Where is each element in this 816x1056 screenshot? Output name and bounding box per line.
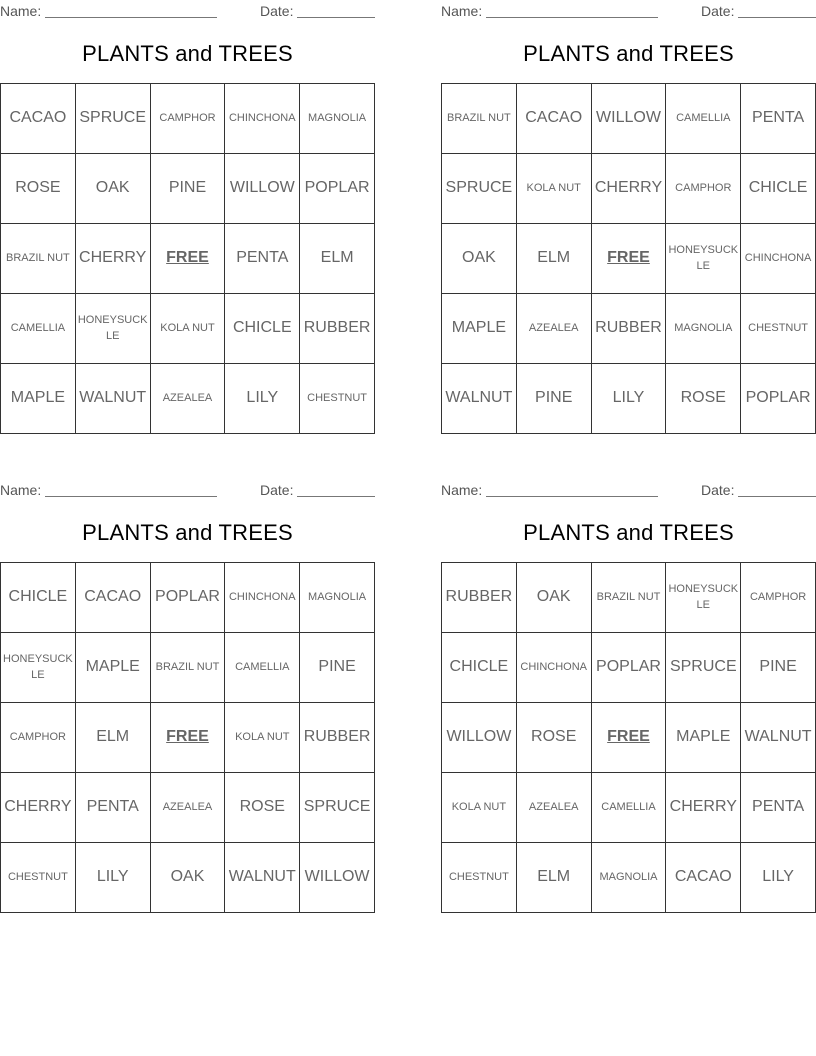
bingo-cell: MAGNOLIA — [300, 563, 375, 633]
bingo-cell: ROSE — [225, 773, 300, 843]
free-space-cell: FREE — [592, 703, 667, 773]
bingo-cell: MAGNOLIA — [300, 84, 375, 154]
bingo-cell: HONEYSUCKLE — [76, 294, 151, 364]
bingo-cell: KOLA NUT — [517, 154, 592, 224]
bingo-card — [441, 479, 816, 914]
bingo-cell: CACAO — [517, 84, 592, 154]
bingo-cell: CAMELLIA — [592, 773, 667, 843]
name-label: Name: — [0, 482, 42, 498]
bingo-cell: WILLOW — [442, 703, 517, 773]
bingo-cell: ROSE — [1, 154, 76, 224]
bingo-cell: CAMELLIA — [1, 294, 76, 364]
bingo-grid — [441, 83, 816, 434]
bingo-cell: CHICLE — [741, 154, 816, 224]
bingo-card — [441, 0, 816, 435]
bingo-cell: PENTA — [76, 773, 151, 843]
bingo-cell: WILLOW — [300, 843, 375, 913]
bingo-cell: LILY — [741, 843, 816, 913]
bingo-cell: CAMPHOR — [666, 154, 741, 224]
free-space-cell: FREE — [592, 224, 667, 294]
name-field-line — [486, 496, 658, 497]
bingo-cell: MAGNOLIA — [666, 294, 741, 364]
bingo-cell: POPLAR — [741, 364, 816, 434]
card-title: PLANTS and TREES — [82, 41, 293, 66]
bingo-cell: SPRUCE — [300, 773, 375, 843]
bingo-cell: AZEALEA — [517, 773, 592, 843]
name-label: Name: — [441, 482, 483, 498]
date-field-line — [738, 17, 816, 18]
bingo-cell: KOLA NUT — [225, 703, 300, 773]
bingo-cell: MAPLE — [1, 364, 76, 434]
bingo-grid — [441, 562, 816, 913]
bingo-cell: POPLAR — [300, 154, 375, 224]
bingo-cell: ELM — [300, 224, 375, 294]
bingo-cell: CHINCHONA — [741, 224, 816, 294]
bingo-cell: MAPLE — [442, 294, 517, 364]
date-label: Date: — [701, 482, 735, 498]
free-space-cell: FREE — [151, 703, 226, 773]
bingo-cell: PENTA — [225, 224, 300, 294]
bingo-cell: PENTA — [741, 84, 816, 154]
bingo-cell: AZEALEA — [151, 773, 226, 843]
bingo-cell: OAK — [517, 563, 592, 633]
bingo-cell: OAK — [442, 224, 517, 294]
bingo-card — [0, 479, 375, 914]
bingo-cell: OAK — [76, 154, 151, 224]
card-header — [0, 479, 375, 499]
bingo-cell: HONEYSUCKLE — [666, 563, 741, 633]
bingo-cell: HONEYSUCKLE — [1, 633, 76, 703]
bingo-cell: CHERRY — [76, 224, 151, 294]
bingo-cell: PENTA — [741, 773, 816, 843]
bingo-cell: CHESTNUT — [300, 364, 375, 434]
bingo-cell: WALNUT — [442, 364, 517, 434]
date-label: Date: — [701, 3, 735, 19]
card-title: PLANTS and TREES — [82, 520, 293, 545]
bingo-cell: AZEALEA — [151, 364, 226, 434]
bingo-cell: ELM — [76, 703, 151, 773]
bingo-cell: HONEYSUCKLE — [666, 224, 741, 294]
bingo-cell: ELM — [517, 843, 592, 913]
bingo-cell: CACAO — [76, 563, 151, 633]
bingo-cell: CHINCHONA — [517, 633, 592, 703]
card-header — [441, 479, 816, 499]
bingo-cell: CHERRY — [592, 154, 667, 224]
bingo-cell: WALNUT — [741, 703, 816, 773]
date-label: Date: — [260, 482, 294, 498]
bingo-cell: CHERRY — [666, 773, 741, 843]
bingo-cell: PINE — [517, 364, 592, 434]
bingo-cell: CAMPHOR — [151, 84, 226, 154]
bingo-cell: CAMPHOR — [1, 703, 76, 773]
bingo-cell: CHINCHONA — [225, 563, 300, 633]
date-field-line — [297, 17, 375, 18]
name-field-line — [486, 17, 658, 18]
bingo-cell: CHERRY — [1, 773, 76, 843]
bingo-grid — [0, 562, 375, 913]
bingo-cell: CACAO — [666, 843, 741, 913]
name-label: Name: — [0, 3, 42, 19]
bingo-cell: CHESTNUT — [741, 294, 816, 364]
name-field-line — [45, 496, 217, 497]
bingo-cell: SPRUCE — [76, 84, 151, 154]
bingo-cell: ROSE — [666, 364, 741, 434]
bingo-cell: OAK — [151, 843, 226, 913]
bingo-cell: WILLOW — [225, 154, 300, 224]
bingo-cell: RUBBER — [300, 294, 375, 364]
bingo-cell: RUBBER — [300, 703, 375, 773]
card-title: PLANTS and TREES — [523, 41, 734, 66]
bingo-cell: POPLAR — [151, 563, 226, 633]
name-field-line — [45, 17, 217, 18]
date-label: Date: — [260, 3, 294, 19]
bingo-cell: MAPLE — [76, 633, 151, 703]
free-space-cell: FREE — [151, 224, 226, 294]
date-field-line — [297, 496, 375, 497]
bingo-cell: MAPLE — [666, 703, 741, 773]
bingo-cell: KOLA NUT — [442, 773, 517, 843]
card-header — [441, 0, 816, 20]
bingo-cell: CHESTNUT — [442, 843, 517, 913]
bingo-card — [0, 0, 375, 435]
bingo-cell: BRAZIL NUT — [151, 633, 226, 703]
bingo-cell: ELM — [517, 224, 592, 294]
bingo-cell: ROSE — [517, 703, 592, 773]
bingo-cell: CHICLE — [225, 294, 300, 364]
bingo-cell: LILY — [76, 843, 151, 913]
bingo-cell: CHINCHONA — [225, 84, 300, 154]
bingo-cell: MAGNOLIA — [592, 843, 667, 913]
bingo-cell: CACAO — [1, 84, 76, 154]
bingo-cell: SPRUCE — [666, 633, 741, 703]
bingo-cell: RUBBER — [592, 294, 667, 364]
bingo-cell: AZEALEA — [517, 294, 592, 364]
bingo-cell: LILY — [592, 364, 667, 434]
bingo-cell: BRAZIL NUT — [442, 84, 517, 154]
card-title: PLANTS and TREES — [523, 520, 734, 545]
bingo-cell: BRAZIL NUT — [1, 224, 76, 294]
bingo-cell: PINE — [300, 633, 375, 703]
card-header — [0, 0, 375, 20]
bingo-cell: CHESTNUT — [1, 843, 76, 913]
bingo-cell: POPLAR — [592, 633, 667, 703]
bingo-cell: CHICLE — [1, 563, 76, 633]
bingo-cell: BRAZIL NUT — [592, 563, 667, 633]
bingo-cell: WALNUT — [225, 843, 300, 913]
bingo-cell: PINE — [151, 154, 226, 224]
bingo-cell: SPRUCE — [442, 154, 517, 224]
bingo-cell: WILLOW — [592, 84, 667, 154]
bingo-grid — [0, 83, 375, 434]
bingo-cell: RUBBER — [442, 563, 517, 633]
bingo-cell: WALNUT — [76, 364, 151, 434]
bingo-cell: CAMELLIA — [225, 633, 300, 703]
date-field-line — [738, 496, 816, 497]
name-label: Name: — [441, 3, 483, 19]
bingo-cell: CAMPHOR — [741, 563, 816, 633]
bingo-cell: LILY — [225, 364, 300, 434]
bingo-cell: CHICLE — [442, 633, 517, 703]
bingo-cell: KOLA NUT — [151, 294, 226, 364]
bingo-cell: PINE — [741, 633, 816, 703]
bingo-cell: CAMELLIA — [666, 84, 741, 154]
